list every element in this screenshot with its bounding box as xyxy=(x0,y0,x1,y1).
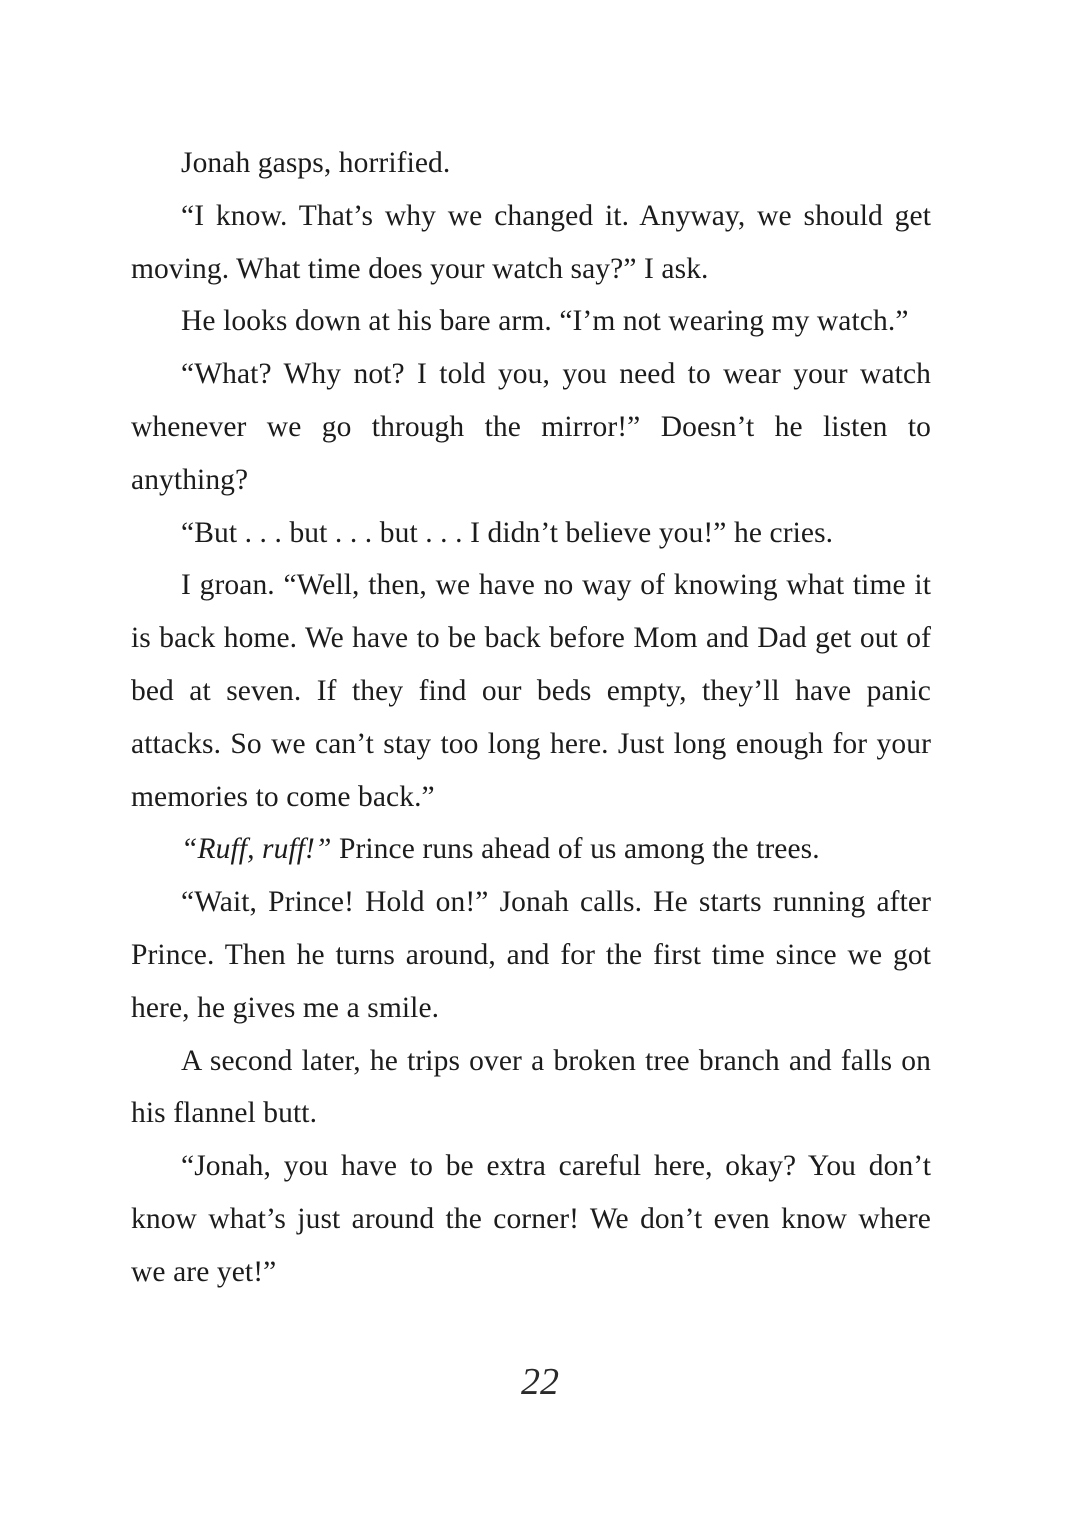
paragraph: A second later, he trips over a broken tree branch and falls on his flannel butt. xyxy=(131,1044,931,1130)
paragraph: Jonah gasps, horrified. xyxy=(181,147,451,179)
paragraph: “Jonah, you have to be extra careful here, okay? You don’t know what’s just around the corner! We don’t even know where we are yet!” xyxy=(131,1150,931,1288)
paragraph: I groan. “Well, then, we have no way of knowing what time it is back home. We have to be back before Mom and Dad get out of bed at seven. If they find our beds empty, they’ll have panic attacks. So we can’t stay too long here. Just long enough for your memories to come back.” xyxy=(131,569,931,813)
paragraph: “Ruff, ruff!” Prince runs ahead of us among the trees. xyxy=(181,833,820,866)
paragraph: “But . . . but . . . but . . . I didn’t believe you!” he cries. xyxy=(181,516,834,549)
paragraph: “I know. That’s why we changed it. Anyway, we should get moving. What time does your watch say?” I ask. xyxy=(131,199,931,285)
page-number: 22 xyxy=(521,1361,559,1403)
italic-dog-bark: “Ruff, ruff!” xyxy=(181,833,332,866)
body-text xyxy=(131,137,931,1299)
paragraph: He looks down at his bare arm. “I’m not wearing my watch.” xyxy=(181,305,909,338)
paragraph: “What? Why not? I told you, you need to wear your watch whenever we go through the mirror!” Doesn’t he listen to anything? xyxy=(131,358,931,496)
paragraph: “Wait, Prince! Hold on!” Jonah calls. He starts running after Prince. Then he turns around, and for the first time since we got here, he gives me a smile. xyxy=(131,886,931,1024)
